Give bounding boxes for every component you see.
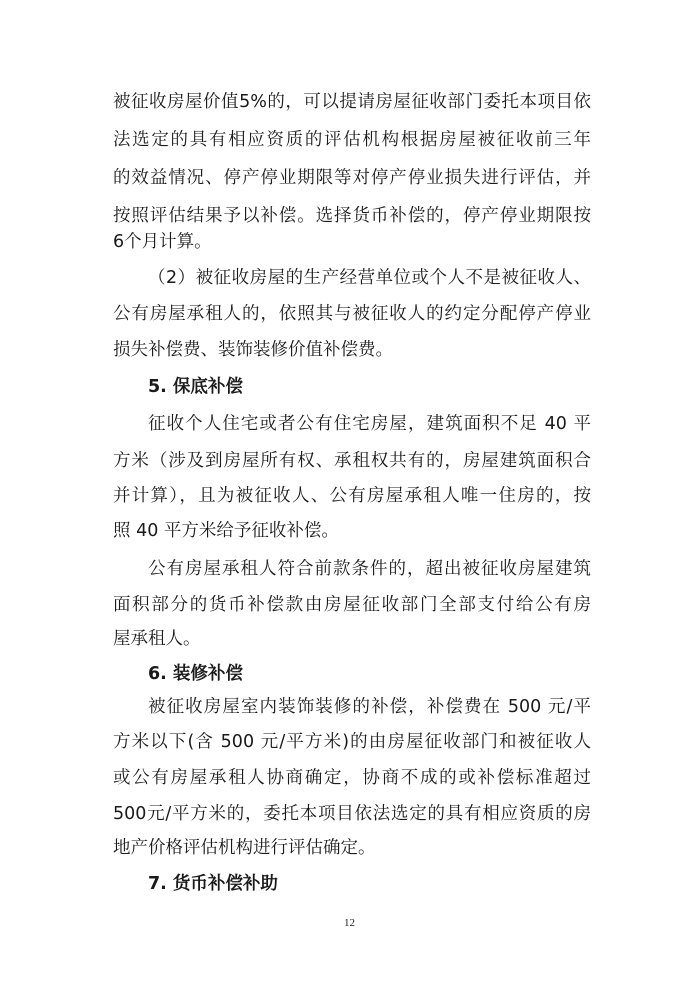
paragraph-line: 6个月计算。 bbox=[113, 232, 212, 252]
paragraph-line: 被征收房屋室内装饰装修的补偿，补偿费在 500 元/平 bbox=[148, 697, 591, 717]
section-heading: 6. 装修补偿 bbox=[148, 664, 243, 684]
paragraph-line: 法选定的具有相应资质的评估机构根据房屋被征收前三年 bbox=[113, 130, 591, 150]
paragraph-line: 公有房屋承租人的，依照其与被征收人的约定分配停产停业 bbox=[113, 304, 591, 324]
page-number: 12 bbox=[344, 917, 355, 929]
paragraph-line: 地产价格评估机构进行评估确定。 bbox=[113, 838, 376, 858]
paragraph-line: 面积部分的货币补偿款由房屋征收部门全部支付给公有房 bbox=[113, 595, 591, 615]
paragraph-line: 并计算），且为被征收人、公有房屋承租人唯一住房的，按 bbox=[113, 486, 591, 506]
paragraph-line: 的效益情况、停产停业期限等对停产停业损失进行评估，并 bbox=[113, 168, 591, 188]
paragraph-line: 损失补偿费、装饰装修价值补偿费。 bbox=[113, 340, 393, 360]
section-heading: 7. 货币补偿补助 bbox=[148, 874, 278, 894]
paragraph-line: 征收个人住宅或者公有住宅房屋，建筑面积不足 40 平 bbox=[148, 414, 591, 434]
paragraph-line: 方米以下(含 500 元/平方米)的由房屋征收部门和被征收人 bbox=[113, 732, 591, 752]
paragraph-line: 按照评估结果予以补偿。选择货币补偿的，停产停业期限按 bbox=[113, 206, 591, 226]
paragraph-line: 照 40 平方米给予征收补偿。 bbox=[113, 521, 339, 541]
paragraph-line: 被征收房屋价值5%的，可以提请房屋征收部门委托本项目依 bbox=[113, 92, 591, 112]
paragraph-line: （2）被征收房屋的生产经营单位或个人不是被征收人、 bbox=[148, 268, 591, 288]
paragraph-line: 500元/平方米的，委托本项目依法选定的具有相应资质的房 bbox=[113, 804, 591, 824]
paragraph-line: 公有房屋承租人符合前款条件的，超出被征收房屋建筑 bbox=[148, 559, 591, 579]
section-heading: 5. 保底补偿 bbox=[148, 377, 243, 397]
paragraph-line: 或公有房屋承租人协商确定，协商不成的或补偿标准超过 bbox=[113, 768, 591, 788]
paragraph-line: 屋承租人。 bbox=[113, 629, 201, 649]
paragraph-line: 方米（涉及到房屋所有权、承租权共有的，房屋建筑面积合 bbox=[113, 451, 591, 471]
